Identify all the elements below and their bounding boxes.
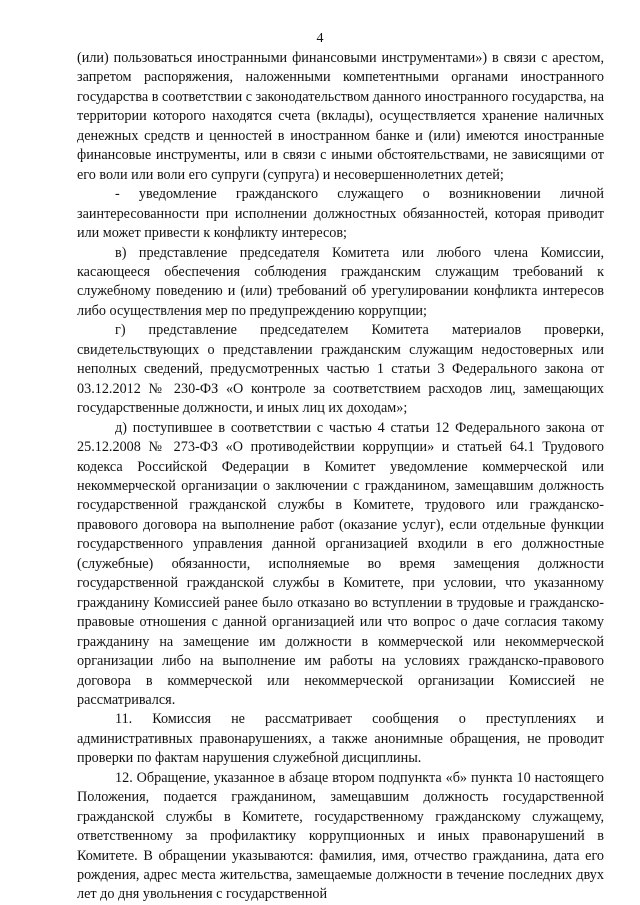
paragraph-item-g: г) представление председателем Комитета материалов проверки, свидетельствующих о представлении гражданским служащим недостоверных или неполных сведений, предусмотренных частью 1 статьи 3 Федерального закона от 03.12.2012 № 230-ФЗ «О контроле за соответствием расходов лиц, замещающих государственные должности, и иных лиц их доходам»; — [77, 322, 604, 417]
document-body — [77, 49, 604, 905]
paragraph-clause-11: 11. Комиссия не рассматривает сообщения о преступлениях и административных правонарушениях, а также анонимные обращения, не проводит проверки по фактам нарушения служебной дисциплины. — [77, 711, 604, 767]
paragraph-clause-12: 12. Обращение, указанное в абзаце втором подпункта «б» пункта 10 настоящего Положения, подается гражданином, замещавшим должность государственной гражданской службы в Комитете, государственному гражданскому служащему, ответственному за профилактику коррупционных и иных правонарушений в Комитете. В обращении указываются: фамилия, имя, отчество гражданина, дата его рождения, адрес места жительства, замещаемые должности в течение последних двух лет до дня увольнения с государственной — [77, 769, 604, 903]
paragraph-item-d: д) поступившее в соответствии с частью 4 статьи 12 Федерального закона от 25.12.2008 № 273-ФЗ «О противодействии коррупции» и статьей 64.1 Трудового кодекса Российской Федерации в Комитет уведомление коммерческой или некоммерческой организации о заключении с гражданином, замещавшим должность государственной гражданской службы в Комитете, трудового или гражданско-правового договора на выполнение работ (оказание услуг), если отдельные функции государственного управления данной организацией входили в его должностные (служебные) обязанности, исполняемые во время замещения должности государственной гражданской службы в Комитете, при условии, что указанному гражданину Комиссией ранее было отказано во вступлении в трудовые и гражданско-правовые отношения с данной организацией или что вопрос о даче согласия такому гражданину на замещение им должности в коммерческой или некоммерческой организации либо на выполнение им работы на условиях гражданско-правового договора в коммерческой или некоммерческой организации Комиссией не рассматривался. — [77, 419, 604, 708]
page-number: 4 — [316, 31, 324, 46]
paragraph-item-v: в) представление председателя Комитета или любого члена Комиссии, касающееся обеспечения соблюдения гражданским служащим требований к служебному поведению и (или) требований об урегулировании конфликта интересов либо осуществления мер по предупреждению коррупции; — [77, 244, 604, 319]
paragraph-continuation: (или) пользоваться иностранными финансовыми инструментами») в связи с арестом, запретом распоряжения, наложенными компетентными органами иностранного государства в соответствии с законодательством данного иностранного государства, на территории которого находятся счета (вклады), осуществляется хранение наличных денежных средств и ценностей в иностранном банке и (или) имеются иностранные финансовые инструменты, или в связи с иными обстоятельствами, не зависящими от его воли или воли его супруги (супруга) и несовершеннолетних детей; — [77, 50, 604, 183]
paragraph-notification-interest: - уведомление гражданского служащего о возникновении личной заинтересованности при исполнении должностных обязанностей, которая приводит или может привести к конфликту интересов; — [77, 186, 604, 242]
